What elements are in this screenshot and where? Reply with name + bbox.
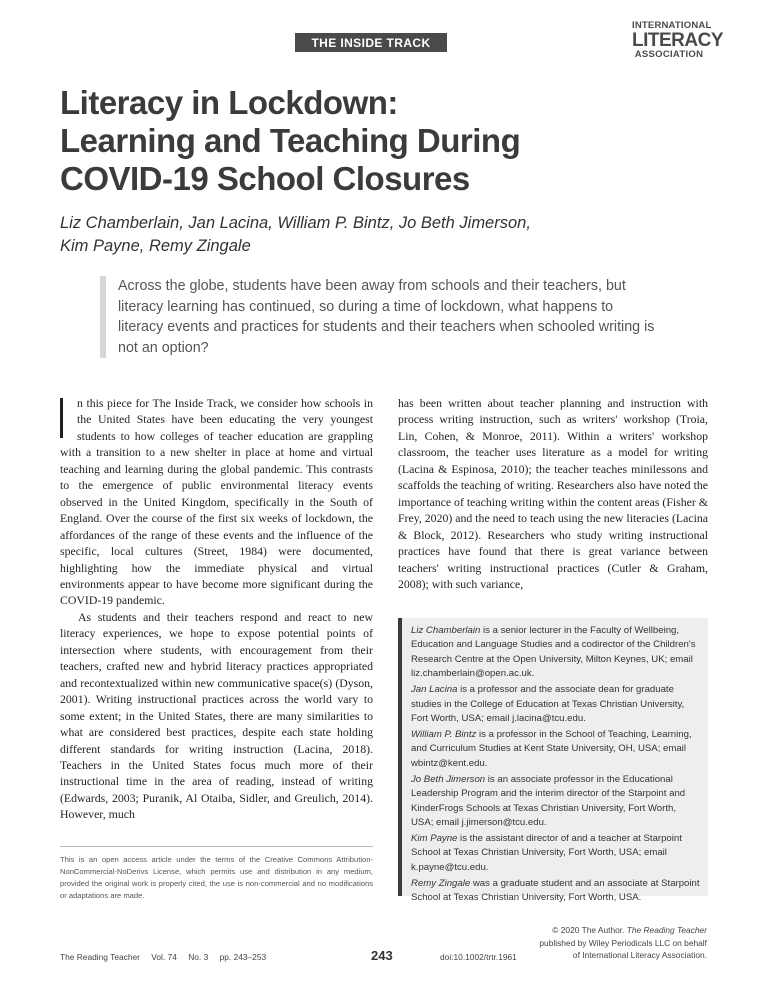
bio-text: is a senior lecturer in the Faculty of Wellbeing, Education and Language Studies and a codirector of the Children's Research Centre at the Open University, Milton Keynes, UK; email liz.chamberlain@open.ac.uk. xyxy=(411,625,696,680)
drop-cap-bar xyxy=(60,398,71,438)
body-paragraph xyxy=(60,395,373,609)
bio-name: Liz Chamberlain xyxy=(411,625,481,636)
license-note: This is an open access article under the terms of the Creative Commons Attribution-NonCommercial-NoDerivs License, which permits use and distribution in any medium, provided the original work is properly cited, the use is non-commercial and no modifications or adaptations are made. xyxy=(60,846,373,902)
section-tag: THE INSIDE TRACK xyxy=(295,33,447,52)
bio-text: was a graduate student and an associate at Starpoint School at Texas Christian University, Fort Worth, USA. xyxy=(411,877,700,904)
body-paragraph: has been written about teacher planning and instruction with process writing instruction, such as writers' workshop (Troia, Lin, Cohen, & Monroe, 2011). Within a writers' workshop classroom, the teacher uses literature as a model for writing (Lacina & Espinosa, 2010); the teacher teaches minilessons and scaffolds the teaching of writing. Researchers also have noted the importance of teaching writing within the content areas (Fisher & Frey, 2020) and the need to teach using the new literacies (Lacina & Block, 2012). Researchers who study writing instructional practices have found that there is great variance between teachers' writing instructional practices (Cutler & Graham, 2008); with such variance, xyxy=(398,396,708,591)
author-bio-box xyxy=(398,618,708,904)
author-bio xyxy=(411,877,701,906)
copyright-journal: The Reading Teacher xyxy=(626,925,707,935)
author-list xyxy=(60,212,660,258)
bio-name: Remy Zingale xyxy=(411,877,471,889)
bio-box-bar xyxy=(398,618,402,896)
bio-text: is the assistant director of and a teacher at Starpoint School at Texas Christian University, Fort Worth, USA; email k.payne@tcu.edu. xyxy=(411,833,682,873)
logo-line-1: INTERNATIONAL xyxy=(632,20,712,31)
bio-text: is a professor and the associate dean for graduate studies in the College of Education at Texas Christian University, Fort Worth, USA; email j.lacina@tcu.edu. xyxy=(411,684,685,725)
abstract-text: Across the globe, students have been away from schools and their teachers, but literacy learning has continued, so during a time of lockdown, what happens to literacy events and practices for students and their teachers when schooled writing is not an option? xyxy=(118,278,655,356)
footer-issue: No. 3 xyxy=(188,952,209,962)
title-line: Literacy in Lockdown: xyxy=(60,84,398,121)
title-line: COVID-19 School Closures xyxy=(60,160,470,197)
body-column-right xyxy=(398,395,708,592)
author-bio xyxy=(411,832,701,875)
bio-name: Jo Beth Jimerson xyxy=(411,773,486,785)
footer-journal-name: The Reading Teacher xyxy=(60,952,140,962)
author-bio xyxy=(411,728,701,771)
footer-doi: doi:10.1002/trtr.1961 xyxy=(440,952,517,962)
body-paragraph: As students and their teachers respond and react to new literacy experiences, we hope to expose potential points of intersection where students, with encouragement from their teachers, crafted new and hybrid literacy practices appropriated and recontextualized within new communicative space(s) (Dyson, 2001). Writing instructional practices across the world vary to some extent; in the United States, there are many similarities to what are considered best practices, despite each state holding different standards for writing instruction (Lacina, 2018). Teachers in the United States focus much more of their instructional time in the area of reading, instead of writing (Edwards, 2003; Puranik, Al Otaiba, Sidler, and Greulich, 2014). However, much xyxy=(60,609,373,822)
author-line: Kim Payne, Remy Zingale xyxy=(60,237,251,255)
copyright-association: of International Literacy Association. xyxy=(572,950,707,960)
body-column-left xyxy=(60,395,373,823)
author-bio xyxy=(411,624,701,682)
bio-name: Kim Payne xyxy=(411,833,458,845)
abstract-block xyxy=(100,276,660,358)
copyright-publisher: published by Wiley Periodicals LLC on behalf xyxy=(539,937,707,948)
page-number: 243 xyxy=(371,948,393,963)
ila-logo xyxy=(632,20,723,60)
bio-name: William P. Bintz xyxy=(411,729,477,741)
logo-line-3: ASSOCIATION xyxy=(634,49,704,60)
author-bio xyxy=(411,683,701,726)
logo-line-2: LITERACY xyxy=(632,30,723,51)
footer-pages: pp. 243–253 xyxy=(219,952,267,962)
abstract-bar xyxy=(100,276,106,358)
author-line: Liz Chamberlain, Jan Lacina, William P. Bintz, Jo Beth Jimerson, xyxy=(60,214,531,232)
author-bio xyxy=(411,773,701,831)
footer-citation xyxy=(60,952,275,962)
copyright-text: © 2020 The Author. xyxy=(552,925,627,935)
footer-volume: Vol. 74 xyxy=(151,952,177,962)
body-text: n this piece for The Inside Track, we consider how schools in the United States have been educating the very youngest students to how colleges of teacher education are grappling with a transition to a new shelter in place at home and virtual teaching and learning during the global pandemic. This contrasts to the emergence of public environmental literacy events observed in the United Kingdom, specifically in the South of England. Over the course of the first six weeks of lockdown, the affordances of the range of these events and the influence of the specific, local cultures (Street, 1984) were documented, highlighting how the immediate physical and virtual environments appear to have become more significant during the COVID-19 pandemic. xyxy=(60,396,373,608)
title-line: Learning and Teaching During xyxy=(60,122,521,159)
bio-text: is a professor in the School of Teaching, Learning, and Curriculum Studies at Kent State University, OH, USA; email wbintz@kent.edu. xyxy=(411,729,692,769)
bio-text: is an associate professor in the Educational Leadership Program and the interim director of the Starpoint and KinderFrogs Schools at Texas Christian University, Fort Worth, USA; email j.jimerson@tcu.edu. xyxy=(411,773,686,829)
bio-name: Jan Lacina xyxy=(411,684,458,696)
article-title xyxy=(60,84,660,198)
copyright-notice xyxy=(487,924,707,962)
